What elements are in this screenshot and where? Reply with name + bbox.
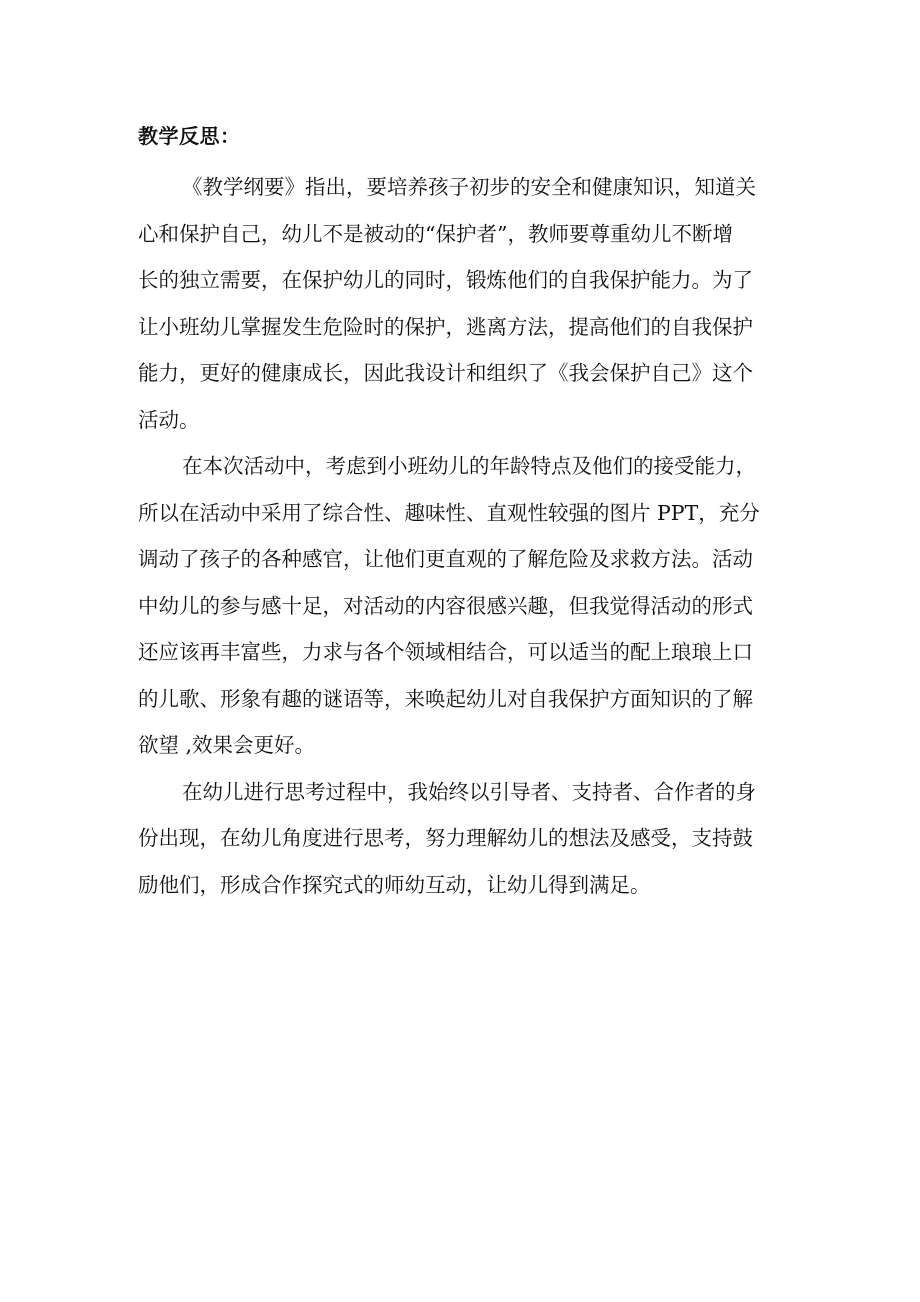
paragraph-line: 份出现，在幼儿角度进行思考，努力理解幼儿的想法及感受，支持鼓: [138, 826, 753, 850]
paragraph-line: 调动了孩子的各种感官，让他们更直观的了解危险及求救方法。活动: [138, 547, 753, 571]
paragraph-1: [138, 164, 798, 443]
paragraph-line: 长的独立需要，在保护幼儿的同时，锻炼他们的自我保护能力。为了: [138, 268, 753, 292]
paragraph-3: [138, 769, 798, 909]
paragraph-line: 在本次活动中，考虑到小班幼儿的年龄特点及他们的接受能力，: [182, 454, 756, 478]
paragraph-line: 励他们，形成合作探究式的师幼互动，让幼儿得到满足。: [138, 872, 651, 897]
paragraph-line: 心和保护自己，幼儿不是被动的“保护者”，教师要尊重幼儿不断增: [138, 221, 733, 246]
paragraph-line: 能力，更好的健康成长，因此我设计和组织了《我会保护自己》这个: [138, 361, 753, 385]
paragraph-line: 在幼儿进行思考过程中，我始终以引导者、支持者、合作者的身: [182, 779, 756, 804]
paragraph-line: 活动。: [138, 407, 200, 432]
paragraph-line: 欲望 ,效果会更好。: [138, 733, 316, 757]
paragraph-line: 还应该再丰富些，力求与各个领域相结合，可以适当的配上琅琅上口: [138, 640, 753, 664]
paragraph-line: 的儿歌、形象有趣的谜语等，来唤起幼儿对自我保护方面知识的了解: [138, 686, 753, 711]
paragraph-line: 让小班幼儿掌握发生危险时的保护，逃离方法，提高他们的自我保护: [138, 314, 753, 339]
document-content: [138, 118, 798, 908]
paragraph-line: 所以在活动中采用了综合性、趣味性、直观性较强的图片 PPT，充分: [138, 500, 760, 525]
paragraph-line: 《教学纲要》指出，要培养孩子初步的安全和健康知识，知道关: [182, 175, 756, 199]
paragraph-2: [138, 443, 798, 769]
section-heading: 教学反思：: [138, 124, 241, 148]
paragraph-line: 中幼儿的参与感十足，对活动的内容很感兴趣，但我觉得活动的形式: [138, 593, 753, 618]
